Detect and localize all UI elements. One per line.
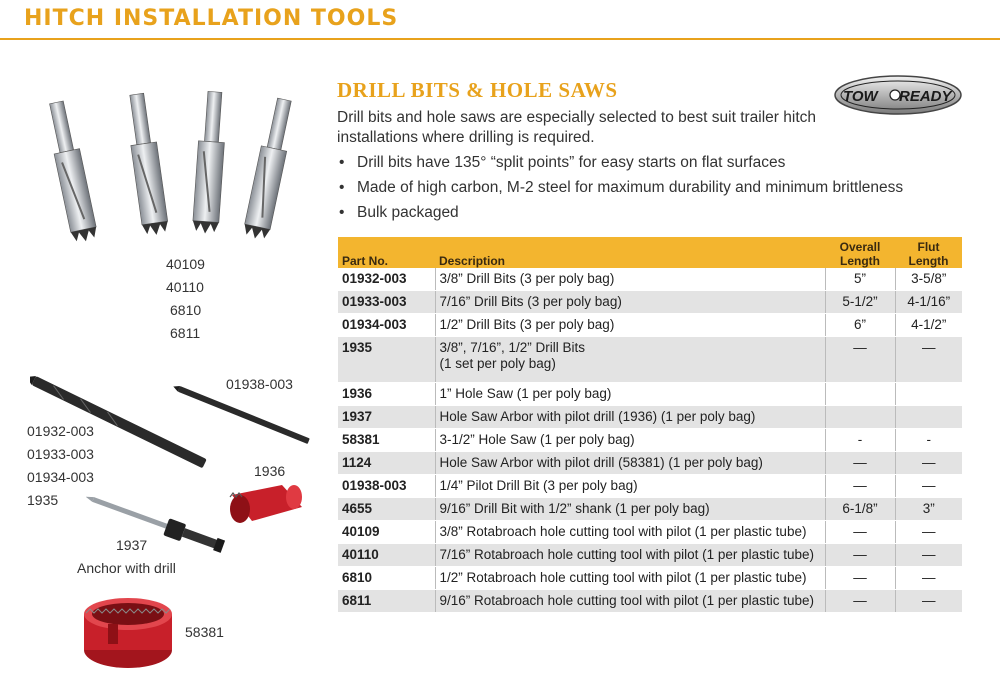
intro-text: Drill bits and hole saws are especially selected to best suit trailer hitch installations where drilling is required.	[337, 109, 817, 146]
description: 9/16” Rotabroach hole cutting tool with pilot (1 per plastic tube)	[435, 590, 825, 613]
title-divider	[0, 38, 1000, 40]
arbor-part-label: 1937	[116, 537, 148, 553]
header-overall-line1: Overall	[839, 240, 881, 254]
rotabroach-cutters-image	[20, 88, 320, 258]
badge-text-tow: TOW	[843, 88, 878, 105]
flut-length	[895, 383, 962, 406]
table-row	[338, 544, 962, 567]
feature-item: • Drill bits have 135° “split points” for easy starts on flat surfaces	[337, 150, 903, 175]
flut-length: 4-1/16”	[895, 291, 962, 314]
arbor-image	[86, 490, 246, 560]
rotabroach-label: 6811	[170, 325, 201, 341]
description: 1/2” Drill Bits (3 per poly bag)	[435, 314, 825, 337]
part-number: 01932-003	[338, 268, 435, 291]
header-flut-length	[895, 237, 962, 268]
part-number: 01938-003	[338, 475, 435, 498]
part-number: 6810	[338, 567, 435, 590]
table-row	[338, 498, 962, 521]
tow-ready-logo	[833, 74, 963, 116]
part-number: 58381	[338, 429, 435, 452]
header-flut-line1: Flut	[917, 240, 940, 254]
description: 3/8” Drill Bits (3 per poly bag)	[435, 268, 825, 291]
part-number: 40110	[338, 544, 435, 567]
overall-length	[825, 383, 895, 406]
section-title: DRILL BITS & HOLE SAWS	[337, 78, 618, 102]
description	[435, 337, 825, 383]
overall-length: —	[825, 337, 895, 383]
table-row	[338, 452, 962, 475]
table-row	[338, 567, 962, 590]
table-row	[338, 521, 962, 544]
overall-length: —	[825, 452, 895, 475]
flut-length: —	[895, 337, 962, 383]
overall-length: 6-1/8”	[825, 498, 895, 521]
rotabroach-label: 40110	[166, 279, 204, 295]
large-hole-saw-label: 58381	[185, 624, 224, 640]
description-line: 3/8”, 7/16”, 1/2” Drill Bits	[439, 340, 586, 355]
overall-length: —	[825, 521, 895, 544]
drill-bit-label: 1935	[27, 492, 59, 508]
overall-length: -	[825, 429, 895, 452]
description: 3/8” Rotabroach hole cutting tool with pilot (1 per plastic tube)	[435, 521, 825, 544]
table-header-row	[338, 237, 962, 268]
part-number: 6811	[338, 590, 435, 613]
table-row	[338, 291, 962, 314]
flut-length: —	[895, 590, 962, 613]
flut-length: —	[895, 475, 962, 498]
table-row	[338, 337, 962, 383]
description: 1/2” Rotabroach hole cutting tool with pilot (1 per plastic tube)	[435, 567, 825, 590]
overall-length: 5-1/2”	[825, 291, 895, 314]
flut-length: —	[895, 452, 962, 475]
description: 7/16” Drill Bits (3 per poly bag)	[435, 291, 825, 314]
feature-list	[337, 150, 903, 225]
header-overall-line2: Length	[840, 254, 880, 268]
description: 1/4” Pilot Drill Bit (3 per poly bag)	[435, 475, 825, 498]
header-description: Description	[435, 237, 825, 268]
pilot-bit-label: 01938-003	[226, 376, 293, 392]
header-flut-line2: Length	[908, 254, 949, 268]
overall-length	[825, 406, 895, 429]
flut-length: —	[895, 544, 962, 567]
flut-length: —	[895, 521, 962, 544]
overall-length: —	[825, 567, 895, 590]
table-row	[338, 314, 962, 337]
drill-bit-label: 01932-003	[27, 423, 94, 439]
part-number: 01934-003	[338, 314, 435, 337]
part-number: 40109	[338, 521, 435, 544]
header-part-no: Part No.	[338, 237, 435, 268]
drill-bit-label: 01933-003	[27, 446, 94, 462]
description: Hole Saw Arbor with pilot drill (1936) (1 per poly bag)	[435, 406, 825, 429]
overall-length: 5”	[825, 268, 895, 291]
arbor-caption: Anchor with drill	[77, 560, 176, 576]
large-hole-saw-image	[78, 594, 178, 674]
part-number: 01933-003	[338, 291, 435, 314]
part-number: 1935	[338, 337, 435, 383]
table-row	[338, 590, 962, 613]
flut-length: 3”	[895, 498, 962, 521]
flut-length	[895, 406, 962, 429]
overall-length: 6”	[825, 314, 895, 337]
flut-length: -	[895, 429, 962, 452]
table-row	[338, 429, 962, 452]
small-hole-saw-label: 1936	[254, 463, 286, 479]
feature-item: • Bulk packaged	[337, 200, 903, 225]
overall-length: —	[825, 544, 895, 567]
part-number: 4655	[338, 498, 435, 521]
overall-length: —	[825, 590, 895, 613]
rotabroach-label: 40109	[166, 256, 205, 272]
description: 7/16” Rotabroach hole cutting tool with pilot (1 per plastic tube)	[435, 544, 825, 567]
header-overall-length	[825, 237, 895, 268]
description: 3-1/2” Hole Saw (1 per poly bag)	[435, 429, 825, 452]
part-number: 1937	[338, 406, 435, 429]
drill-bit-label: 01934-003	[27, 469, 94, 485]
overall-length: —	[825, 475, 895, 498]
description: 9/16” Drill Bit with 1/2” shank (1 per poly bag)	[435, 498, 825, 521]
table-row	[338, 406, 962, 429]
flut-length: 3-5/8”	[895, 268, 962, 291]
spec-table	[338, 237, 962, 613]
part-number: 1124	[338, 452, 435, 475]
table-row	[338, 383, 962, 406]
description: Hole Saw Arbor with pilot drill (58381) (1 per poly bag)	[435, 452, 825, 475]
rotabroach-label: 6810	[170, 302, 202, 318]
feature-item: • Made of high carbon, M-2 steel for maximum durability and minimum brittleness	[337, 175, 903, 200]
description: 1” Hole Saw (1 per poly bag)	[435, 383, 825, 406]
description-line: (1 set per poly bag)	[439, 356, 556, 371]
table-row	[338, 475, 962, 498]
badge-text-ready: READY	[899, 88, 952, 105]
flut-length: —	[895, 567, 962, 590]
flut-length: 4-1/2”	[895, 314, 962, 337]
table-row	[338, 268, 962, 291]
page-title: HITCH INSTALLATION TOOLS	[24, 6, 399, 31]
part-number: 1936	[338, 383, 435, 406]
